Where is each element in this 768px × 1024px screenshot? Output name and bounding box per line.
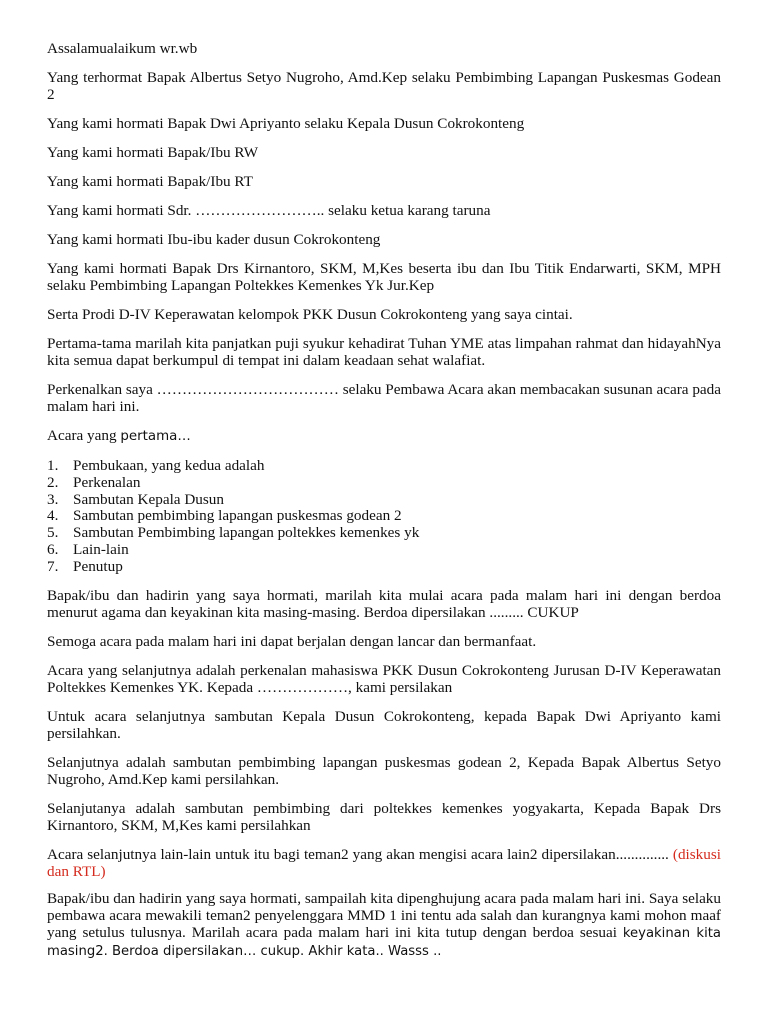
agenda-item-number: 3. [47, 490, 59, 508]
agenda-item [47, 474, 721, 491]
document-page [47, 40, 721, 972]
puskesmas-speech-paragraph: Selanjutnya adalah sambutan pembimbing lapangan puskesmas godean 2, Kepada Bapak Albertus Setyo Nugroho, Amd.Kep kami persilahkan. [47, 753, 721, 788]
salutation-village-head: Yang kami hormati Bapak Dwi Apriyanto selaku Kepala Dusun Cokrokonteng [47, 115, 525, 132]
salutation-list [47, 69, 721, 323]
salutation-rt: Yang kami hormati Bapak/Ibu RT [47, 173, 253, 190]
salutation-students: Serta Prodi D-IV Keperawatan kelompok PKK Dusun Cokrokonteng yang saya cintai. [47, 306, 573, 323]
agenda-heading-prefix: Acara yang [47, 427, 121, 444]
agenda-item-text: Sambutan pembimbing lapangan puskesmas godean 2 [73, 507, 402, 525]
other-activities-text: Acara selanjutnya lain-lain untuk itu bagi teman2 yang akan mengisi acara lain2 dipersilakan.............. [47, 845, 669, 863]
agenda-item [47, 457, 721, 474]
agenda-item-number: 6. [47, 540, 59, 558]
mc-introduction: Perkenalkan saya ……………………………… selaku Pembawa Acara akan membacakan susunan acara pada malam hari ini. [47, 381, 721, 415]
prayer-paragraph: Bapak/ibu dan hadirin yang saya hormati, marilah kita mulai acara pada malam hari ini dengan berdoa menurut agama dan keyakinan kita masing-masing. Berdoa dipersilakan ......... CUKUP [47, 586, 721, 621]
agenda-list [47, 457, 721, 575]
village-head-speech-paragraph: Untuk acara selanjutnya sambutan Kepala Dusun Cokrokonteng, kepada Bapak Dwi Apriyanto kami persilahkan. [47, 707, 721, 742]
agenda-item-number: 5. [47, 524, 59, 542]
agenda-item-text: Pembukaan, yang kedua adalah [73, 457, 265, 474]
salutation-youth-leader: Yang kami hormati Sdr. …………………….. selaku ketua karang taruna [47, 202, 491, 219]
agenda-item-number: 2. [47, 473, 59, 491]
agenda-item-number: 7. [47, 557, 59, 575]
discussion-note: (diskusi dan RTL) [47, 845, 721, 880]
salutation-poltekkes-supervisors: Yang kami hormati Bapak Drs Kirnantoro, SKM, M,Kes beserta ibu dan Ibu Titik Endarwarti, SKM, MPH selaku Pembimbing Lapangan Poltekkes Kemenkes Yk Jur.Kep [47, 260, 721, 294]
agenda-item [47, 491, 721, 508]
salutation-rw: Yang kami hormati Bapak/Ibu RW [47, 144, 259, 161]
salutation-puskesmas-supervisor: Yang terhormat Bapak Albertus Setyo Nugroho, Amd.Kep selaku Pembimbing Lapangan Puskesmas Godean 2 [47, 69, 721, 103]
agenda-item-text: Perkenalan [73, 473, 141, 491]
agenda-heading-suffix: pertama… [120, 429, 191, 444]
other-activities-paragraph [47, 846, 721, 880]
agenda-item-text: Penutup [73, 557, 123, 575]
greeting: Assalamualaikum wr.wb [47, 40, 198, 57]
agenda-item-number: 4. [47, 507, 59, 525]
hope-paragraph: Semoga acara pada malam hari ini dapat berjalan dengan lancar dan bermanfaat. [47, 632, 537, 650]
agenda-item-number: 1. [47, 457, 59, 474]
poltekkes-speech-paragraph: Selanjutanya adalah sambutan pembimbing dari poltekkes kemenkes yogyakarta, Kepada Bapak Drs Kirnantoro, SKM, M,Kes kami persilahkan [47, 799, 721, 834]
salutation-cadres: Yang kami hormati Ibu-ibu kader dusun Cokrokonteng [47, 231, 381, 248]
agenda-item [47, 507, 721, 524]
student-introduction-paragraph: Acara yang selanjutnya adalah perkenalan mahasiswa PKK Dusun Cokrokonteng Jurusan D-IV Keperawatan Poltekkes Kemenkes YK. Kepada ………………, kami persilakan [47, 661, 721, 696]
agenda-item-text: Lain-lain [73, 540, 129, 558]
closing-text-end: keyakinan kita masing2. Berdoa dipersilakan… cukup. Akhir kata.. Wasss .. [47, 925, 721, 959]
agenda-heading [47, 427, 721, 445]
opening-paragraph: Pertama-tama marilah kita panjatkan puji syukur kehadirat Tuhan YME atas limpahan rahmat dan hidayahNya kita semua dapat berkumpul di tempat ini dalam keadaan sehat walafiat. [47, 335, 721, 369]
closing-text: Bapak/ibu dan hadirin yang saya hormati, sampailah kita dipenghujung acara pada malam hari ini. Saya selaku pembawa acara mewakili teman2 penyelenggara MMD 1 ini tentu ada salah dan kurangnya kami mohon maaf yang setulus tulusnya. Marilah acara pada malam hari ini kita tutup dengan berdoa sesuai [47, 889, 721, 941]
closing-paragraph [47, 890, 721, 960]
agenda-item [47, 524, 721, 541]
agenda-item-text: Sambutan Pembimbing lapangan poltekkes kemenkes yk [73, 524, 420, 542]
agenda-item [47, 558, 721, 575]
agenda-item-text: Sambutan Kepala Dusun [73, 490, 224, 508]
agenda-item [47, 541, 721, 558]
